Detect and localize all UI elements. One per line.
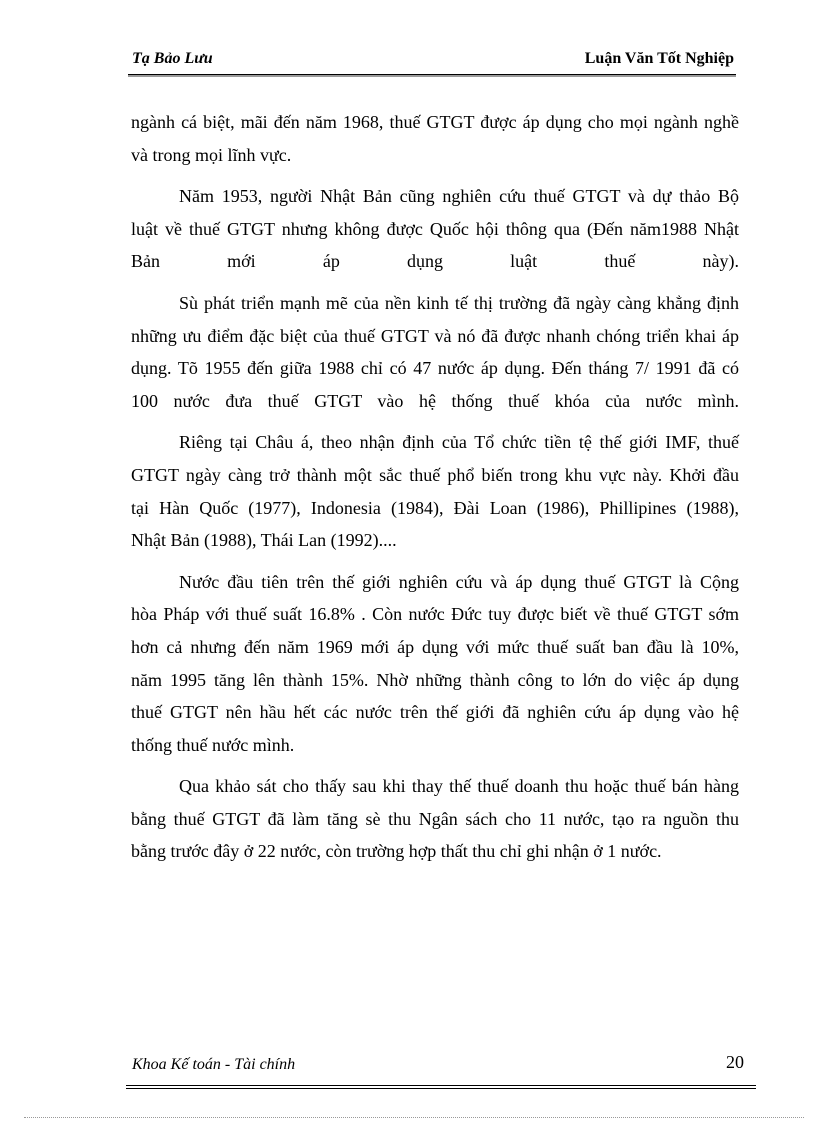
paragraph <box>131 770 739 868</box>
text-line: bằng trước đây ở 22 nước, còn trường hợp thất thu chỉ ghi nhận ở 1 nước. <box>131 841 662 862</box>
document-body <box>131 106 739 868</box>
paragraph <box>131 566 739 762</box>
text-line: và trong mọi lĩnh vực. <box>131 144 292 165</box>
text-line: GTGT ngày càng trở thành một sắc thuế phổ biến trong khu vực này. Khởi đầu <box>131 464 739 485</box>
text-line: những ưu điểm đặc biệt của thuế GTGT và nó đã được nhanh chóng triển khai áp <box>131 325 739 346</box>
paragraph <box>131 287 739 417</box>
header-title: Luận Văn Tốt Nghiệp <box>584 50 734 67</box>
paragraph <box>131 180 739 278</box>
text-line: Nhật Bản (1988), Thái Lan (1992).... <box>131 530 397 551</box>
text-line: thống thuế nước mình. <box>131 734 295 755</box>
footer-department: Khoa Kế toán - Tài chính <box>132 1056 296 1073</box>
text-line: Sù phát triển mạnh mẽ của nền kinh tế thị trường đã ngày càng khẳng định <box>179 292 739 313</box>
page-header <box>128 44 736 75</box>
text-line: tại Hàn Quốc (1977), Indonesia (1984), Đài Loan (1986), Phillipines (1988), <box>131 497 739 518</box>
text-line: luật về thuế GTGT nhưng không được Quốc hội thông qua (Đến năm1988 Nhật <box>131 218 739 239</box>
text-line: Qua khảo sát cho thấy sau khi thay thế thuế doanh thu hoặc thuế bán hàng <box>179 776 739 797</box>
text-line: năm 1995 tăng lên thành 15%. Nhờ những thành công to lớn do việc áp dụng <box>131 669 739 690</box>
text-line: thuế GTGT nên hầu hết các nước trên thế giới đã nghiên cứu áp dụng vào hệ <box>131 702 739 723</box>
text-line: Nước đầu tiên trên thế giới nghiên cứu và áp dụng thuế GTGT là Cộng <box>179 571 739 592</box>
text-line: Năm 1953, người Nhật Bản cũng nghiên cứu thuế GTGT và dự thảo Bộ <box>179 186 739 207</box>
text-line: 100 nước đưa thuế GTGT vào hệ thống thuế khóa của nước mình. <box>131 390 739 411</box>
footer-rule <box>126 1085 756 1089</box>
text-line: Riêng tại Châu á, theo nhận định của Tổ chức tiền tệ thế giới IMF, thuế <box>179 432 739 453</box>
text-line: dụng. Tõ 1955 đến giữa 1988 chỉ có 47 nước áp dụng. Đến tháng 7/ 1991 đã có <box>131 358 739 379</box>
text-line: Bản mới áp dụng luật thuế này). <box>131 251 739 272</box>
paragraph <box>131 106 739 171</box>
text-line: ngành cá biệt, mãi đến năm 1968, thuế GTGT được áp dụng cho mọi ngành nghề <box>131 112 739 132</box>
text-line: hơn cả nhưng đến năm 1969 mới áp dụng với mức thuế suất ban đầu là 10%, <box>131 636 739 657</box>
page-number: 20 <box>726 1052 744 1072</box>
text-line: hòa Pháp với thuế suất 16.8% . Còn nước Đức tuy được biết về thuế GTGT sớm <box>131 604 739 625</box>
header-author: Tạ Bảo Lưu <box>132 50 213 67</box>
paragraph <box>131 426 739 556</box>
page-bottom-border <box>24 1117 804 1118</box>
text-line: bằng thuế GTGT đã làm tăng sè thu Ngân sách cho 11 nước, tạo ra nguồn thu <box>131 808 739 829</box>
